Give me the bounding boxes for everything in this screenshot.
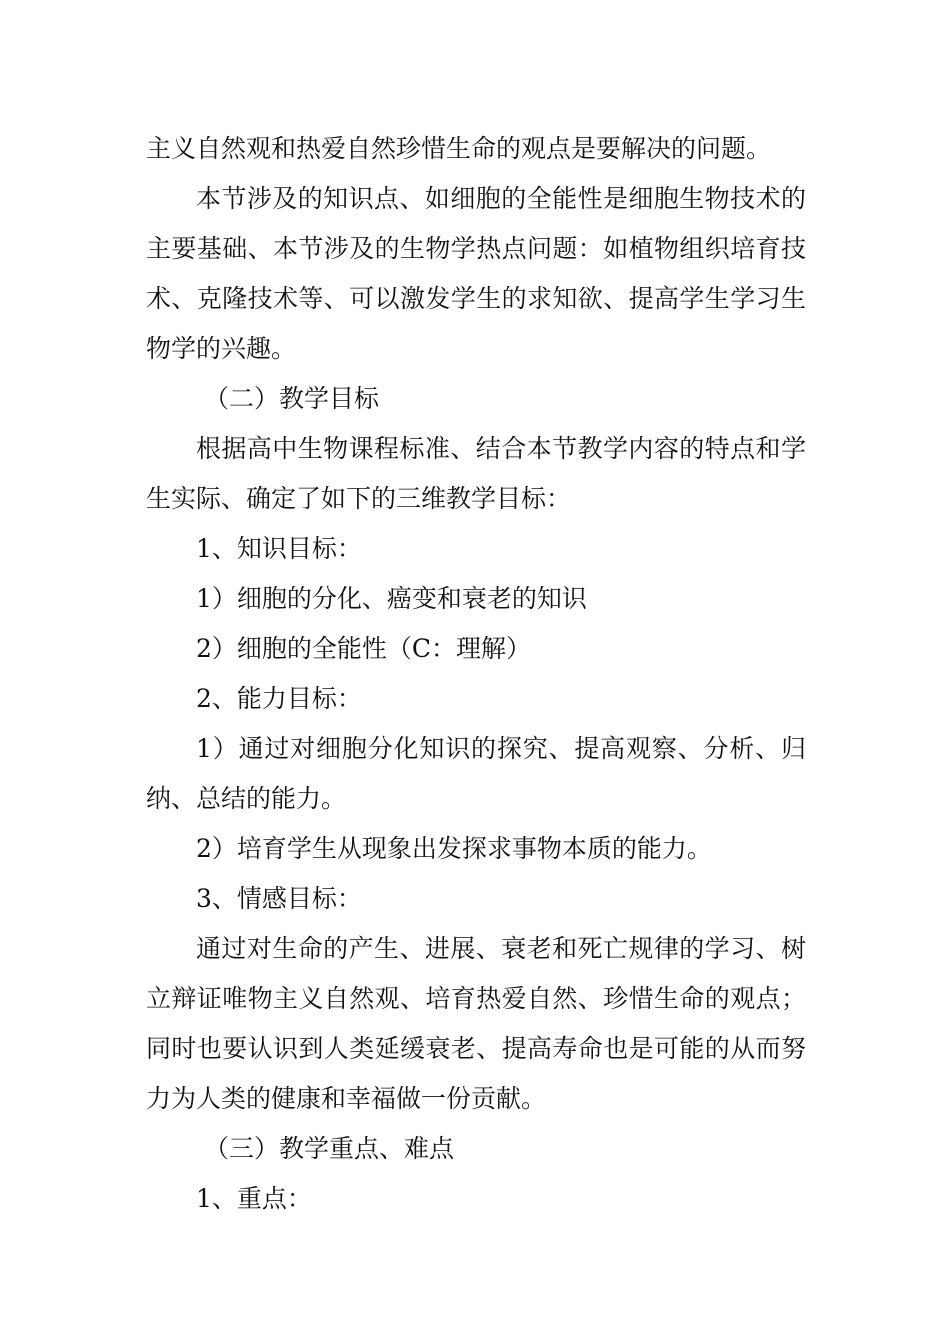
list-heading-emotion-goals: 3、情感目标： [196, 884, 362, 913]
list-item: 2）细胞的全能性（C：理解） [196, 634, 532, 663]
list-heading-knowledge-goals: 1、知识目标： [196, 534, 362, 563]
list-item: 1）细胞的分化、癌变和衰老的知识 [196, 584, 587, 613]
section-heading-teaching-goals: （二）教学目标 [204, 384, 380, 413]
list-item: 1）通过对细胞分化知识的探究、提高观察、分析、归纳、总结的能力。 [146, 734, 806, 813]
list-item: 2）培育学生从现象出发探求事物本质的能力。 [196, 834, 712, 863]
section-heading-key-points: （三）教学重点、难点 [204, 1134, 455, 1163]
paragraph-continuation: 主义自然观和热爱自然珍惜生命的观点是要解决的问题。 [146, 134, 772, 163]
list-heading-ability-goals: 2、能力目标： [196, 684, 362, 713]
list-heading-key-point: 1、重点： [196, 1184, 312, 1213]
document-body [146, 124, 806, 1224]
paragraph-goals-intro: 根据高中生物课程标准、结合本节教学内容的特点和学生实际、确定了如下的三维教学目标： [146, 434, 806, 513]
paragraph-knowledge-points: 本节涉及的知识点、如细胞的全能性是细胞生物技术的主要基础、本节涉及的生物学热点问题：如植物组织培育技术、克隆技术等、可以激发学生的求知欲、提高学生学习生物学的兴趣。 [146, 184, 806, 363]
paragraph-emotion-goals: 通过对生命的产生、进展、衰老和死亡规律的学习、树立辩证唯物主义自然观、培育热爱自然、珍惜生命的观点；同时也要认识到人类延缓衰老、提高寿命也是可能的从而努力为人类的健康和幸福做一份贡献。 [146, 934, 806, 1113]
